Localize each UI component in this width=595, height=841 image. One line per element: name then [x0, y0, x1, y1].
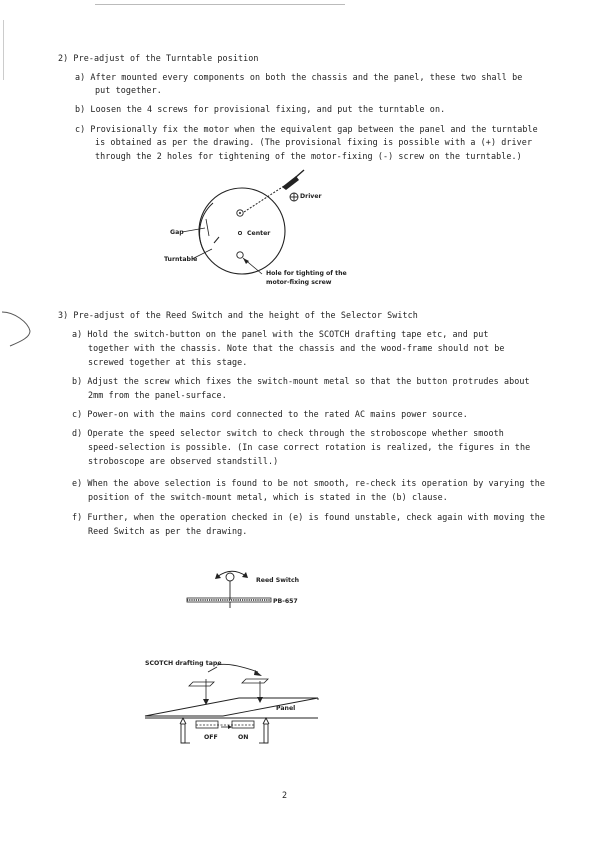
label-driver: Driver: [300, 193, 322, 200]
section2-heading: 2) Pre-adjust of the Turntable position: [58, 53, 259, 63]
page-number: 2: [282, 790, 288, 800]
section2-item-c-line3: through the 2 holes for tightening of the motor-fixing (-) screw on the turntable.): [95, 151, 522, 161]
label-hole-line1: Hole for tighting of the: [266, 270, 347, 277]
label-off: OFF: [204, 734, 218, 741]
label-hole-line2: motor-fixing screw: [266, 279, 332, 286]
section3-item-d-line3: stroboscope are observed standstill.): [88, 456, 279, 466]
section3-item-a-line2: together with the chassis. Note that the chassis and the wood-frame should not be: [88, 343, 505, 353]
section2-item-a-line2: put together.: [95, 85, 162, 95]
section3-item-a-line1: a) Hold the switch-button on the panel with the SCOTCH drafting tape etc, and put: [72, 329, 489, 339]
section3-item-f-line2: Reed Switch as per the drawing.: [88, 526, 248, 536]
section3-item-a-line3: screwed together at this stage.: [88, 357, 248, 367]
label-panel: Panel: [276, 705, 296, 712]
section3-item-b-line2: 2mm from the panel-surface.: [88, 390, 227, 400]
section3-item-c: c) Power-on with the mains cord connected to the rated AC mains power source.: [72, 409, 468, 419]
section3-item-e-line2: position of the switch-mount metal, which is stated in the (b) clause.: [88, 492, 448, 502]
section3-item-d-line2: speed-selection is possible. (In case correct rotation is realized, the figures in the: [88, 442, 531, 452]
section3-item-b-line1: b) Adjust the screw which fixes the switch-mount metal so that the button protrudes about: [72, 376, 530, 386]
label-reed-switch: Reed Switch: [256, 577, 300, 584]
label-on: ON: [238, 734, 249, 741]
label-part-number: PB-657: [273, 598, 298, 605]
label-gap: Gap: [170, 229, 184, 236]
section3-heading: 3) Pre-adjust of the Reed Switch and the height of the Selector Switch: [58, 310, 418, 320]
label-turntable: Turntable: [164, 256, 198, 263]
section3-item-e-line1: e) When the above selection is found to be not smooth, re-check its operation by varying the: [72, 478, 546, 488]
section2-item-b: b) Loosen the 4 screws for provisional fixing, and put the turntable on.: [75, 104, 446, 114]
section2-item-a-line1: a) After mounted every components on both the chassis and the panel, these two shall be: [75, 72, 523, 82]
section3-item-f-line1: f) Further, when the operation checked in (e) is found unstable, check again with moving the: [72, 512, 546, 522]
section3-item-d-line1: d) Operate the speed selector switch to check through the stroboscope whether smooth: [72, 428, 504, 438]
label-center: Center: [247, 230, 271, 237]
section2-item-c-line1: c) Provisionally fix the motor when the equivalent gap between the panel and the turntable: [75, 124, 538, 134]
button-on: [232, 721, 254, 728]
button-off: [196, 721, 218, 728]
section2-item-c-line2: is obtained as per the drawing. (The provisional fixing is possible with a (+) driver: [95, 137, 533, 147]
label-scotch-tape: SCOTCH drafting tape: [145, 660, 222, 667]
